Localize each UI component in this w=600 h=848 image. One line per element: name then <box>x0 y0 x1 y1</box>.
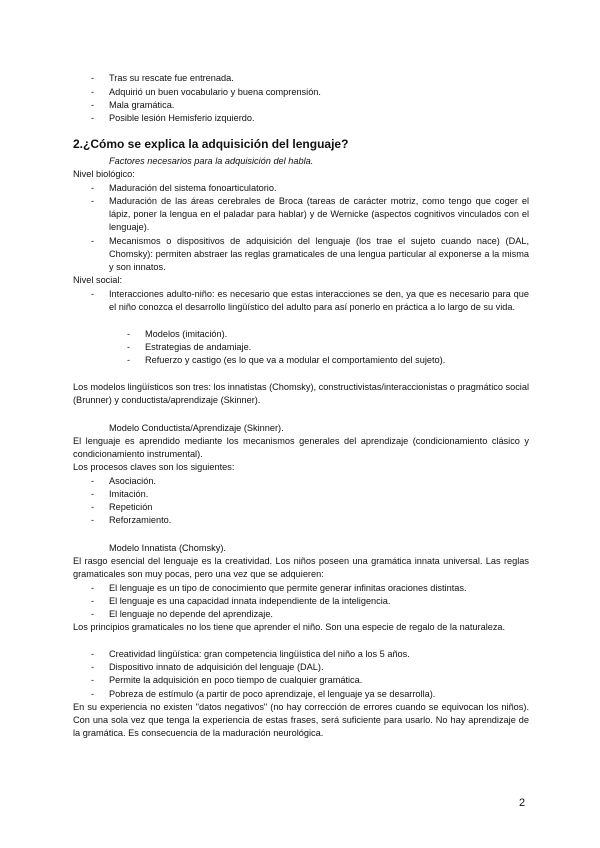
bullet-dash: - <box>127 342 131 352</box>
bullet-dash: - <box>91 87 95 97</box>
bullet-dash: - <box>91 689 95 699</box>
list-item: El lenguaje es una capacidad innata independiente de la inteligencia. <box>109 596 391 606</box>
list-item: El lenguaje no depende del aprendizaje. <box>109 609 273 619</box>
final-paragraph: En su experiencia no existen "datos negativos" (no hay corrección de errores cuando se equivocan los niños). Con una sola vez que tenga la experiencia de estas frases, será suficiente para usarlo. No hay aprendizaje de la gramática. Es consecuencia de la maduración neurológica. <box>73 702 529 738</box>
sub-list-item: Refuerzo y castigo (es lo que va a modular el comportamiento del sujeto). <box>145 355 446 365</box>
innatista-title: Modelo Innatista (Chomsky). <box>109 543 226 553</box>
bullet-dash: - <box>91 515 95 525</box>
section-heading: 2.¿Cómo se explica la adquisición del lenguaje? <box>73 137 349 151</box>
bio-label: Nivel biológico: <box>73 169 135 179</box>
bullet-dash: - <box>91 596 95 606</box>
conductista-paragraph: El lenguaje es aprendido mediante los mecanismos generales del aprendizaje (condicionamiento clásico y condicionamiento instrumental). <box>73 436 529 459</box>
bullet-dash: - <box>91 236 95 246</box>
list-item: El lenguaje es un tipo de conocimiento que permite generar infinitas oraciones distintas. <box>109 583 467 593</box>
bullet-dash: - <box>91 73 95 83</box>
list-item: Repetición <box>109 502 153 512</box>
bullet-dash: - <box>91 476 95 486</box>
list-item: Interacciones adulto-niño: es necesario que estas interacciones se den, ya que es necesario para que el niño conozca el desarrollo lingüístico del adulto para así ponerlo en práctica a lo largo de su vida. <box>109 289 529 312</box>
list-item: Imitación. <box>109 489 149 499</box>
bullet-dash: - <box>91 489 95 499</box>
bullet-dash: - <box>91 609 95 619</box>
bullet-dash: - <box>91 113 95 123</box>
bullet-dash: - <box>91 675 95 685</box>
sub-list-item: Modelos (imitación). <box>145 329 228 339</box>
list-item: Adquirió un buen vocabulario y buena comprensión. <box>109 87 321 97</box>
list-item: Creatividad lingüística: gran competencia lingüística del niño a los 5 años. <box>109 649 410 659</box>
bullet-dash: - <box>91 583 95 593</box>
list-item: Reforzamiento. <box>109 515 172 525</box>
bullet-dash: - <box>91 649 95 659</box>
sub-list-item: Estrategias de andamiaje. <box>145 342 252 352</box>
social-label: Nivel social: <box>73 275 123 285</box>
factors-subtitle: Factores necesarios para la adquisición del habla. <box>109 156 314 166</box>
list-item: Dispositivo innato de adquisición del lenguaje (DAL). <box>109 662 324 672</box>
page-number: 2 <box>519 797 526 809</box>
bullet-dash: - <box>91 662 95 672</box>
bullet-dash: - <box>91 100 95 110</box>
innatista-paragraph: Los principios gramaticales no los tiene que aprender el niño. Son una especie de regalo de la naturaleza. <box>73 622 506 632</box>
models-paragraph: Los modelos lingüísticos son tres: los innatistas (Chomsky), constructivistas/interaccionistas o pragmático social (Brunner) y conductista/aprendizaje (Skinner). <box>73 382 529 405</box>
list-item: Maduración de las áreas cerebrales de Broca (tareas de carácter motriz, como tengo que coger el lápiz, poner la lengua en el paladar para hablar) y de Wernicke (aspectos cognitivos vinculados con el lenguaje). <box>109 196 529 232</box>
bullet-dash: - <box>91 183 95 193</box>
list-item: Permite la adquisición en poco tiempo de cualquier gramática. <box>109 675 363 685</box>
list-item: Tras su rescate fue entrenada. <box>109 73 234 83</box>
list-item: Mecanismos o dispositivos de adquisición del lenguaje (los trae el sujeto cuando nace) (DAL, Chomsky): permiten abstraer las reglas gramaticales de una lengua particular al exponerse a la misma y son innatos. <box>109 236 529 272</box>
list-item: Pobreza de estímulo (a partir de poco aprendizaje, el lenguaje ya se desarrolla). <box>109 689 436 699</box>
list-item: Maduración del sistema fonoarticulatorio. <box>109 183 277 193</box>
list-item: Asociación. <box>109 476 156 486</box>
bullet-dash: - <box>91 502 95 512</box>
innatista-paragraph: El rasgo esencial del lenguaje es la creatividad. Los niños poseen una gramática innata universal. Las reglas gramaticales son muy pocas, pero una vez que se adquieren: <box>73 556 529 579</box>
bullet-dash: - <box>91 289 95 299</box>
conductista-title: Modelo Conductista/Aprendizaje (Skinner). <box>109 423 284 433</box>
list-item: Mala gramática. <box>109 100 175 110</box>
bullet-dash: - <box>127 355 131 365</box>
bullet-dash: - <box>127 329 131 339</box>
conductista-paragraph: Los procesos claves son los siguientes: <box>73 462 235 472</box>
bullet-dash: - <box>91 196 95 206</box>
list-item: Posible lesión Hemisferio izquierdo. <box>109 113 255 123</box>
